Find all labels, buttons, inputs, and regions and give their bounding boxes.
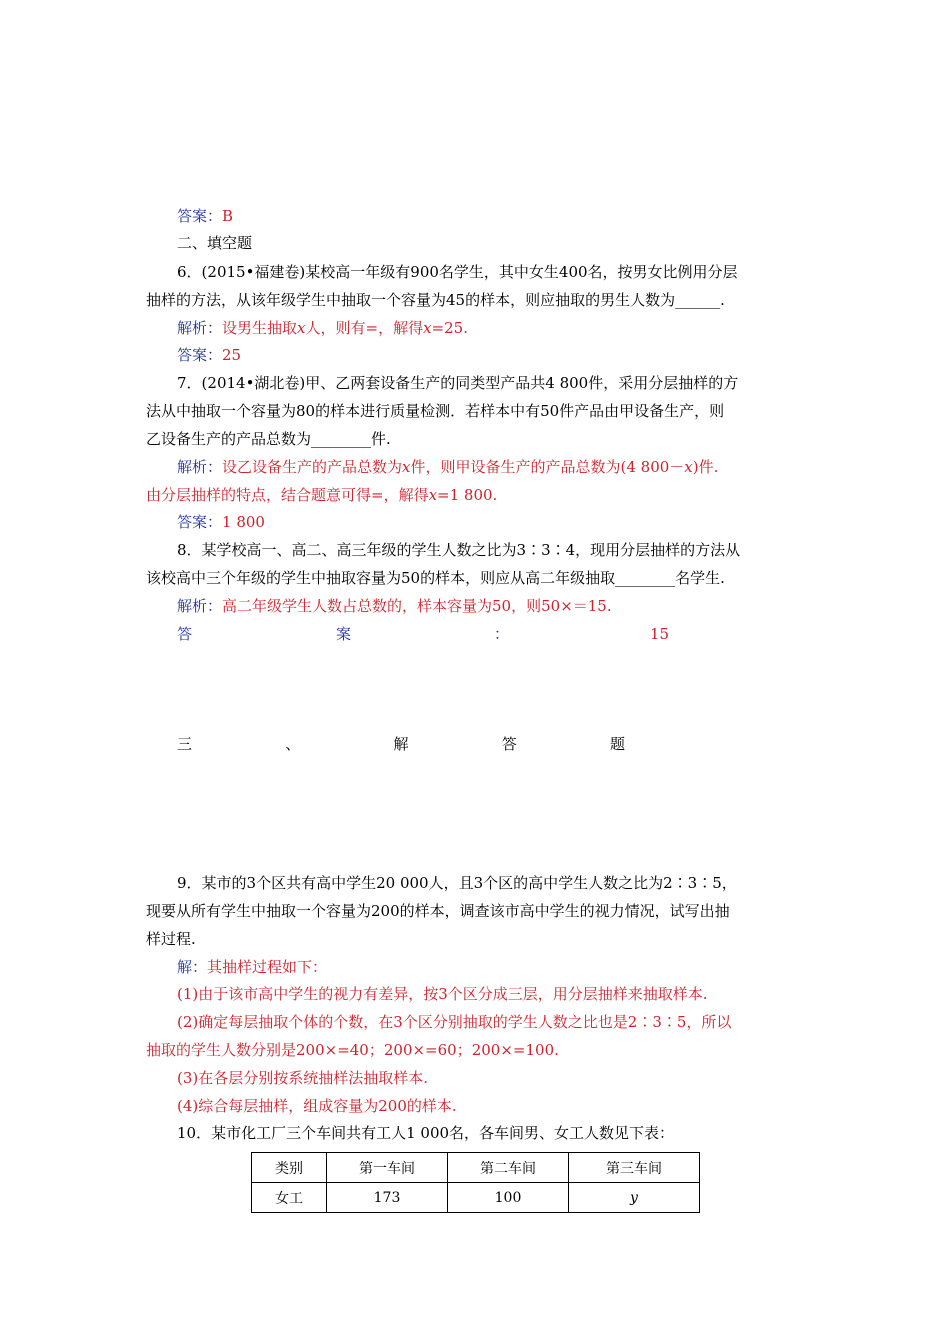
q7-analysis: 解析：设乙设备生产的产品总数为x件，则甲设备生产的产品总数为(4 800－x)件. <box>177 458 719 476</box>
workers-table <box>251 1152 700 1213</box>
q9-step: (1)由于该市高中学生的视力有差异，按3个区分成三层，用分层抽样来抽取样本. <box>177 985 708 1003</box>
q9-text-line: 9．某市的3个区共有高中学生20 000人，且3个区的高中学生人数之比为2∶3∶5， <box>177 874 737 892</box>
q9-solution: 解：其抽样过程如下： <box>177 958 328 976</box>
q9-step: 抽取的学生人数分别是200×=40；200×=60；200×=100. <box>146 1041 559 1059</box>
q6-text-line: 6．(2015•福建卷)某校高一年级有900名学生，其中女生400名，按男女比例用分层 <box>177 263 738 281</box>
q9-step: (4)综合每层抽样，组成容量为200的样本. <box>177 1097 457 1115</box>
q6-text-line: 抽样的方法，从该年级学生中抽取一个容量为45的样本，则应抽取的男生人数为______. <box>146 291 725 309</box>
q9-step: (3)在各层分别按系统抽样法抽取样本. <box>177 1069 429 1087</box>
analysis-label: 解析： <box>177 458 223 476</box>
table-header-cell: 第三车间 <box>569 1153 700 1183</box>
q8-text-line: 8．某学校高一、高二、高三年级的学生人数之比为3∶3∶4，现用分层抽样的方法从 <box>177 541 741 559</box>
q8-answer-c1: 答 <box>177 625 193 643</box>
q9-step: (2)确定每层抽取个体的个数，在3个区分别抽取的学生人数之比也是2∶3∶5，所以 <box>177 1013 732 1031</box>
answer-value: 1 800 <box>222 513 265 531</box>
answer-label: 答案： <box>177 207 223 225</box>
answer-label: 答案： <box>177 346 223 364</box>
table-cell: 173 <box>327 1183 448 1213</box>
table-cell: 100 <box>448 1183 569 1213</box>
section-2-title: 二、填空题 <box>177 234 253 252</box>
table-header-cell: 第一车间 <box>327 1153 448 1183</box>
answer-value: B <box>222 207 234 225</box>
q8-answer-value: 15 <box>650 625 670 643</box>
q7-answer <box>177 512 265 532</box>
analysis-label: 解析： <box>177 319 223 337</box>
solution-label: 解： <box>177 958 208 976</box>
answer-label: 答案： <box>177 513 223 531</box>
q8-text-line: 该校高中三个年级的学生中抽取容量为50的样本，则应从高二年级抽取________名学生. <box>146 569 725 587</box>
q9-text-line: 样过程. <box>146 930 196 948</box>
table-header-cell: 类别 <box>252 1153 327 1183</box>
q8-analysis: 解析：高二年级学生人数占总数的，样本容量为50，则50×＝15. <box>177 597 612 615</box>
table-header-row <box>252 1153 700 1183</box>
table-cell: 女工 <box>252 1183 327 1213</box>
q7-analysis-line2: 由分层抽样的特点，结合题意可得=，解得x=1 800. <box>146 486 498 504</box>
q7-text-line: 7．(2014•湖北卷)甲、乙两套设备生产的同类型产品共4 800件，采用分层抽样的方 <box>177 374 739 392</box>
q8-answer-c3: ： <box>494 625 510 643</box>
answer-value: 25 <box>222 346 242 364</box>
table-cell: y <box>569 1183 700 1213</box>
q6-analysis: 解析：设男生抽取x人，则有=，解得x=25. <box>177 319 468 337</box>
q7-text-line: 法从中抽取一个容量为80的样本进行质量检测．若样本中有50件产品由甲设备生产，则 <box>146 402 725 420</box>
q5-answer <box>177 206 233 226</box>
table-header-cell: 第二车间 <box>448 1153 569 1183</box>
q8-answer-c2: 案 <box>336 625 352 643</box>
q10-text-line: 10．某市化工厂三个车间共有工人1 000名，各车间男、女工人数见下表： <box>177 1124 675 1142</box>
analysis-label: 解析： <box>177 597 223 615</box>
table-row <box>252 1183 700 1213</box>
section-3-title: 三 、 解 答 题 <box>177 735 625 753</box>
q6-answer <box>177 345 241 365</box>
q7-text-line: 乙设备生产的产品总数为________件. <box>146 430 391 448</box>
q9-text-line: 现要从所有学生中抽取一个容量为200的样本，调查该市高中学生的视力情况，试写出抽 <box>146 902 730 920</box>
